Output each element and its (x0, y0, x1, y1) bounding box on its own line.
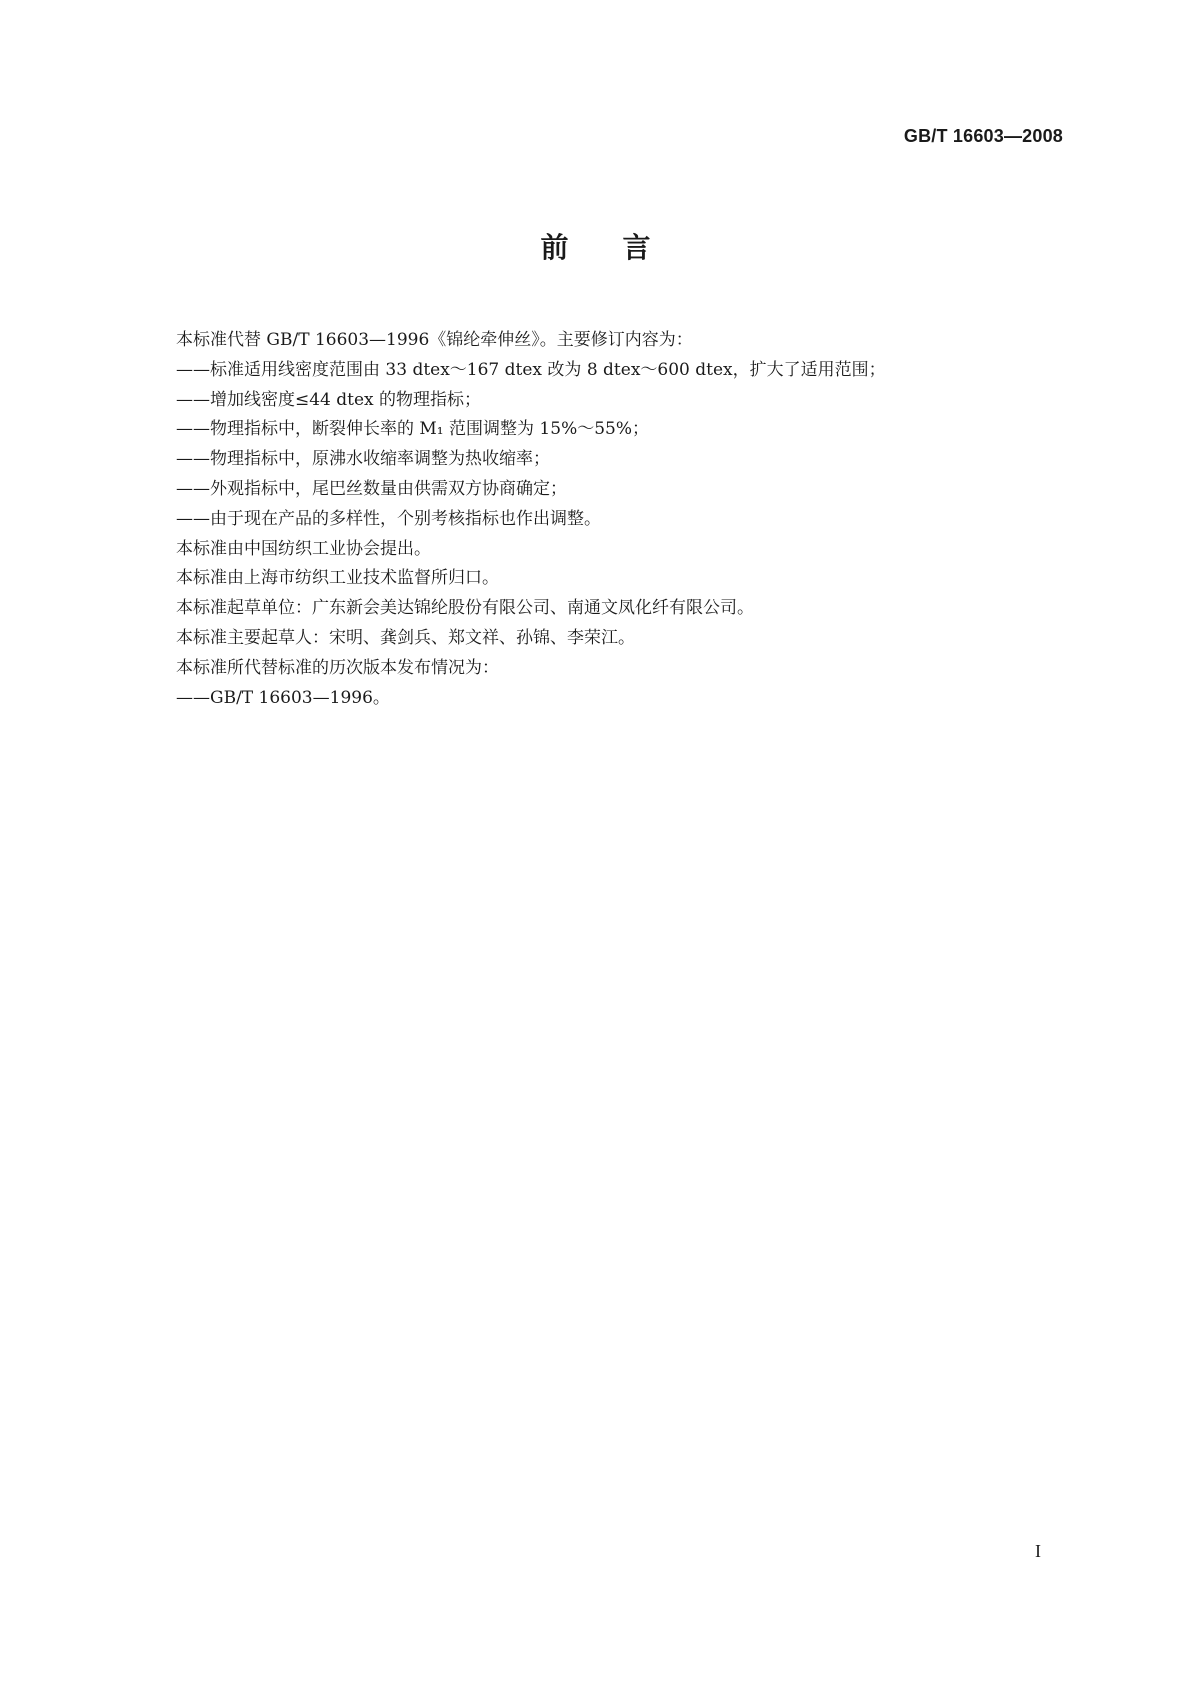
revision-item: ——物理指标中，原沸水收缩率调整为热收缩率； (176, 449, 550, 470)
page-title: 前言 (540, 231, 705, 264)
statement-drafters: 本标准主要起草人：宋明、龚剑兵、郑文祥、孙锦、李荣江。 (176, 627, 635, 648)
intro-paragraph: 本标准代替 GB/T 16603—1996《锦纶牵伸丝》。主要修订内容为： (176, 330, 693, 350)
statement-version-history: 本标准所代替标准的历次版本发布情况为： (176, 657, 499, 678)
statement-administrator: 本标准由上海市纺织工业技术监督所归口。 (176, 568, 499, 589)
foreword-body (176, 326, 1056, 713)
page-number: I (1035, 1541, 1041, 1561)
statement-drafting-units: 本标准起草单位：广东新会美达锦纶股份有限公司、南通文凤化纤有限公司。 (176, 598, 754, 619)
revision-item: ——外观指标中，尾巴丝数量由供需双方协商确定； (176, 478, 567, 499)
revision-item: ——增加线密度≤44 dtex 的物理指标； (176, 389, 482, 410)
previous-version-item: ——GB/T 16603—1996。 (176, 687, 390, 708)
standard-code: GB/T 16603—2008 (903, 126, 1063, 146)
statement-proposer: 本标准由中国纺织工业协会提出。 (176, 538, 431, 559)
revision-item: ——标准适用线密度范围由 33 dtex～167 dtex 改为 8 dtex～600 dtex，扩大了适用范围； (176, 359, 886, 380)
revision-item: ——由于现在产品的多样性，个别考核指标也作出调整。 (176, 508, 601, 529)
revision-item: ——物理指标中，断裂伸长率的 M₁ 范围调整为 15%～55%； (176, 419, 650, 440)
